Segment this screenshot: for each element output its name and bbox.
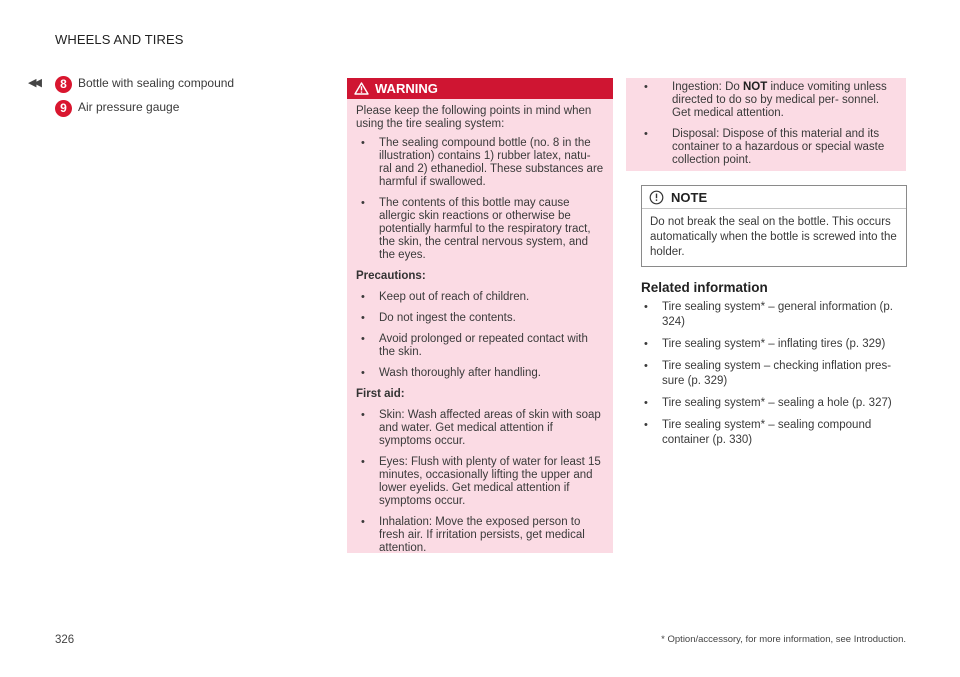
related-heading: Related information bbox=[641, 280, 768, 295]
warning-body bbox=[347, 99, 613, 555]
ingestion-prefix: Ingestion: Do bbox=[672, 81, 743, 93]
list-item: • Inhalation: Move the exposed person to fresh air. If irritation persists, get medical attention. bbox=[356, 516, 604, 555]
related-list bbox=[641, 300, 909, 448]
warning-box bbox=[347, 78, 613, 553]
list-item: • Eyes: Flush with plenty of water for least 15 minutes, occasionally lifting the upper and lower eyelids. Get medical attention if symptoms occur. bbox=[356, 456, 604, 508]
note-box bbox=[641, 185, 907, 267]
precautions-heading: Precautions: bbox=[356, 270, 426, 282]
section-header: WHEELS AND TIRES bbox=[55, 32, 184, 47]
callout-label: Bottle with sealing compound bbox=[78, 76, 235, 90]
list-item: • The sealing compound bottle (no. 8 in the illustration) contains 1) rubber latex, natu- ral and 2) ethanediol. These substances are harmful if swallowed. bbox=[356, 137, 604, 189]
list-item: • Disposal: Dispose of this material and its container to a hazardous or special waste collection point. bbox=[635, 128, 897, 167]
list-item: • Do not ingest the contents. bbox=[356, 312, 604, 325]
info-circle-icon bbox=[649, 190, 664, 205]
continue-mark: ◀◀ bbox=[28, 77, 39, 89]
callout-list bbox=[55, 76, 315, 124]
related-link[interactable]: • Tire sealing system* – general information (p. 324) bbox=[641, 300, 909, 330]
list-item: • Skin: Wash affected areas of skin with soap and water. Get medical attention if symptoms occur. bbox=[356, 409, 604, 448]
related-link[interactable]: • Tire sealing system* – sealing compound container (p. 330) bbox=[641, 418, 909, 448]
note-body: Do not break the seal on the bottle. This occurs automatically when the bottle is screwed into the holder. bbox=[650, 216, 897, 258]
note-header bbox=[642, 186, 906, 209]
ingestion-emphasis: NOT bbox=[742, 81, 768, 93]
list-item bbox=[635, 81, 897, 120]
callout-number-badge: 8 bbox=[55, 76, 72, 93]
warning-continued-list bbox=[626, 78, 906, 167]
warning-continued-box bbox=[626, 78, 906, 171]
warning-list bbox=[356, 137, 604, 262]
list-item: • Avoid prolonged or repeated contact with the skin. bbox=[356, 333, 604, 359]
list-item: • Keep out of reach of children. bbox=[356, 291, 604, 304]
footnote: * Option/accessory, for more information, see Introduction. bbox=[661, 634, 906, 645]
first-aid-list bbox=[356, 409, 604, 555]
related-link[interactable]: • Tire sealing system – checking inflation pres- sure (p. 329) bbox=[641, 359, 909, 389]
related-information bbox=[641, 280, 909, 455]
warning-intro: Please keep the following points in mind when using the tire sealing system: bbox=[356, 105, 592, 130]
warning-triangle-icon bbox=[354, 82, 369, 95]
precautions-list bbox=[356, 291, 604, 380]
callout-label: Air pressure gauge bbox=[78, 100, 180, 114]
ingestion-suffix: induce vomiting unless directed to do so by medical per- sonnel. Get medical attention. bbox=[672, 81, 887, 119]
related-link[interactable]: • Tire sealing system* – sealing a hole (p. 327) bbox=[641, 396, 909, 411]
list-item: • The contents of this bottle may cause allergic skin reactions or otherwise be potentially harmful to the respiratory tract, the skin, the central nervous system, and the eyes. bbox=[356, 197, 604, 262]
note-title: NOTE bbox=[671, 189, 708, 205]
related-link[interactable]: • Tire sealing system* – inflating tires (p. 329) bbox=[641, 337, 909, 352]
callout-number-badge: 9 bbox=[55, 100, 72, 117]
warning-header bbox=[347, 78, 613, 99]
warning-title: WARNING bbox=[375, 81, 438, 96]
list-item: • Wash thoroughly after handling. bbox=[356, 367, 604, 380]
first-aid-heading: First aid: bbox=[356, 388, 405, 400]
callout-item bbox=[55, 76, 315, 93]
page-number: 326 bbox=[55, 634, 75, 646]
callout-item bbox=[55, 100, 315, 117]
